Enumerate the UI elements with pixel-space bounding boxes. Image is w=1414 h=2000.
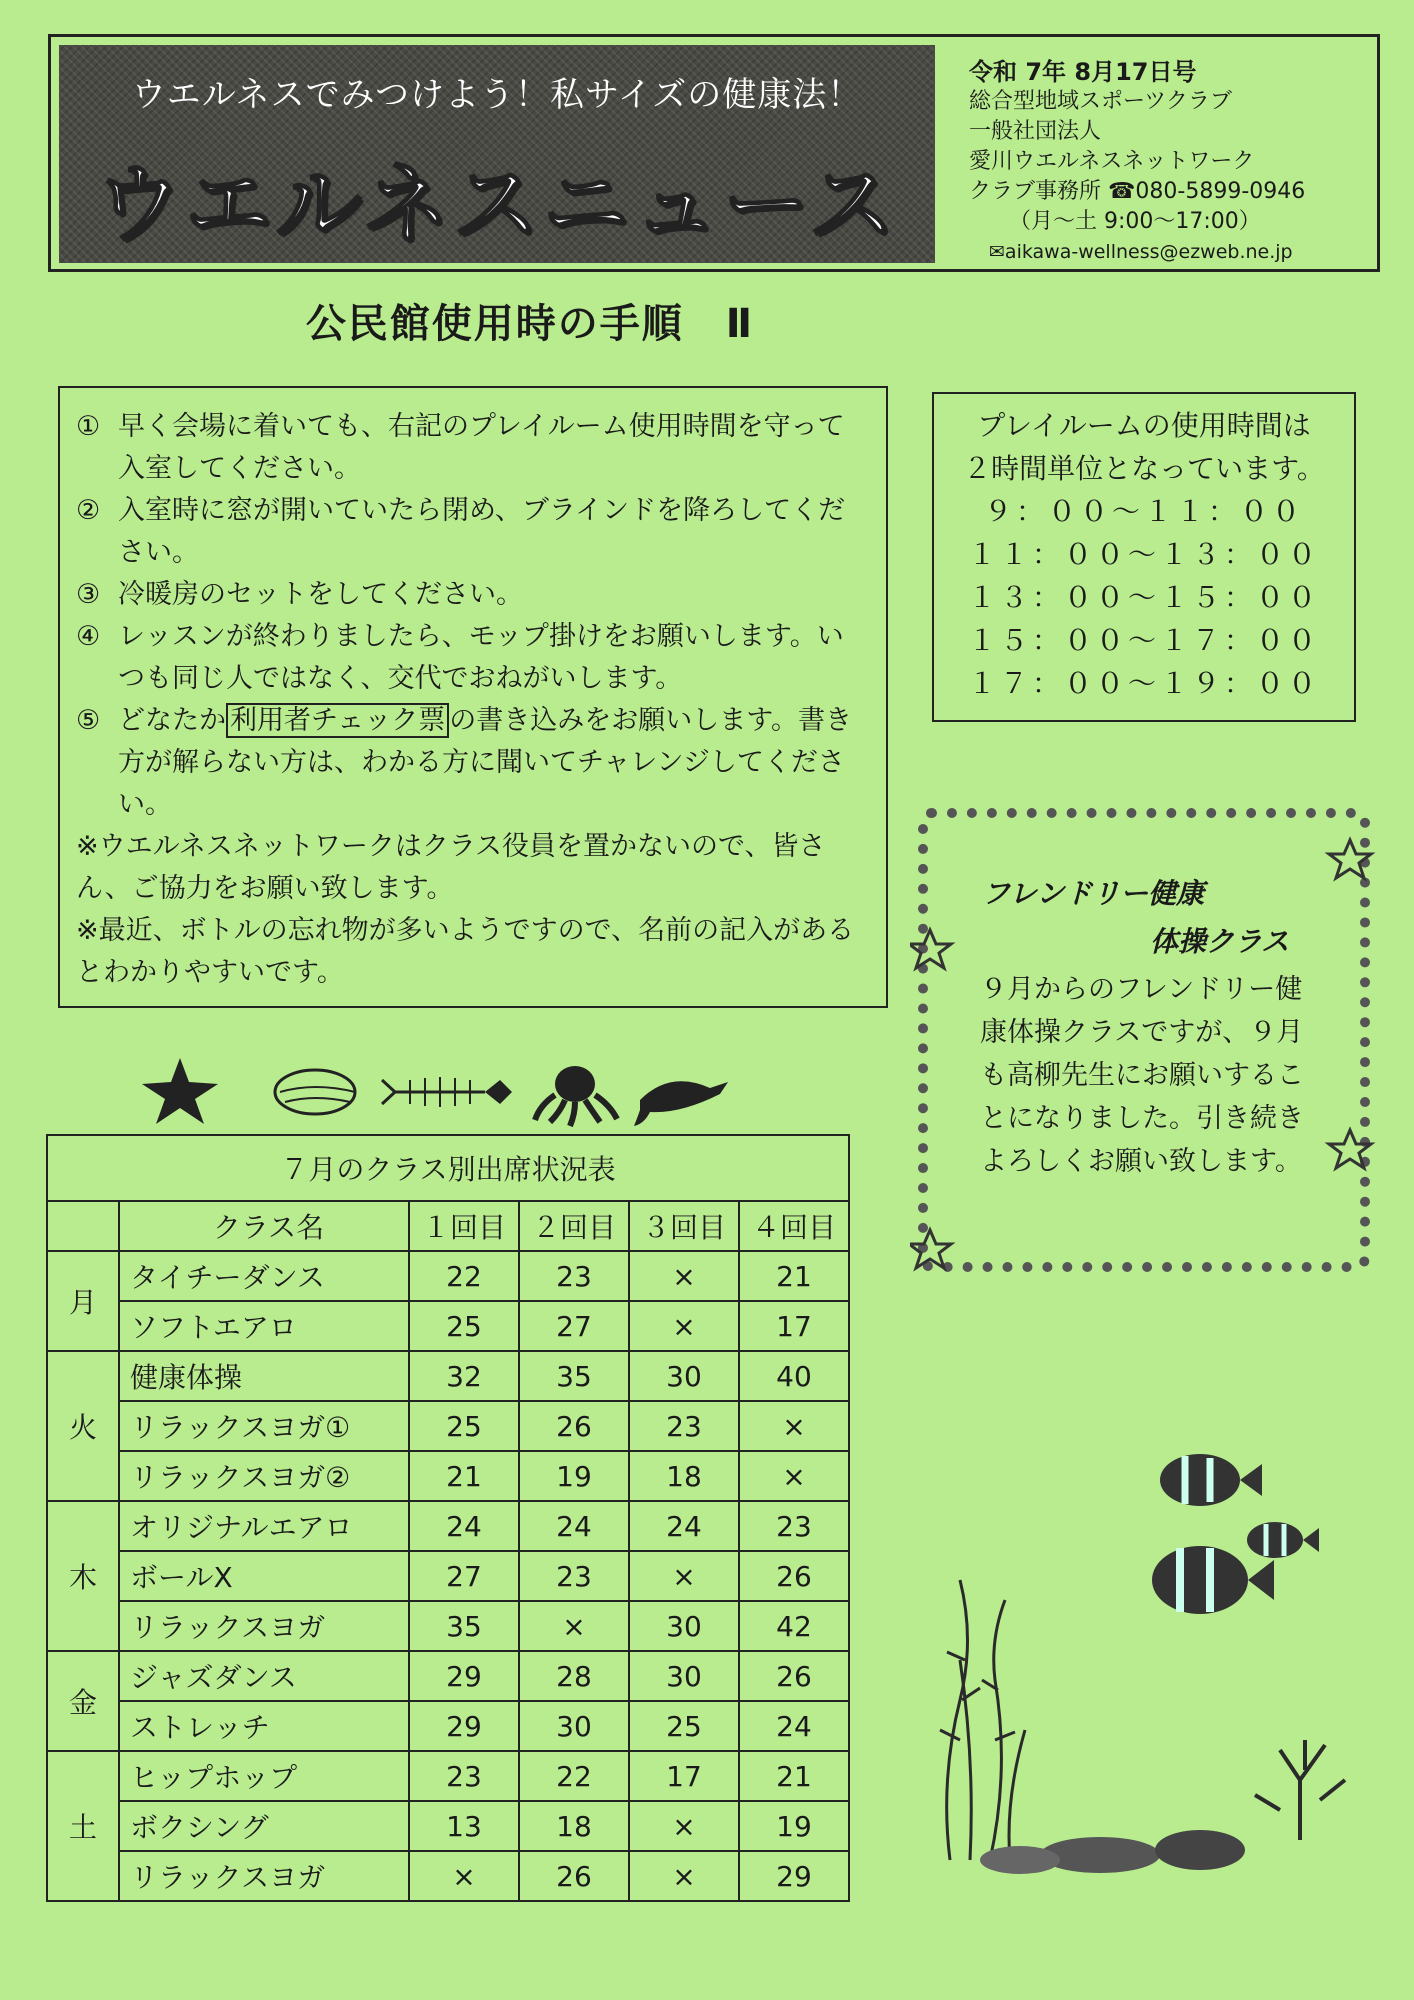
attendance-cell: 27: [409, 1551, 519, 1601]
office-phone: クラブ事務所 ☎080-5899-0946: [969, 179, 1306, 204]
column-header: １回目: [409, 1201, 519, 1251]
rule-text: [118, 700, 870, 826]
attendance-cell: 28: [519, 1651, 629, 1701]
rule-number: ⑤: [76, 705, 101, 736]
class-name: リラックスヨガ: [119, 1851, 409, 1901]
time-slot: １７：００～１９：００: [967, 667, 1320, 700]
attendance-cell: 21: [739, 1251, 849, 1301]
column-header: ４回目: [739, 1201, 849, 1251]
column-header: クラス名: [119, 1201, 409, 1251]
class-name: タイチーダンス: [119, 1251, 409, 1301]
title-banner: [59, 45, 935, 263]
table-row: [47, 1501, 849, 1551]
fish-bone-icon: [382, 1077, 512, 1107]
table-row: [47, 1551, 849, 1601]
attendance-cell: ×: [739, 1401, 849, 1451]
attendance-cell: 19: [739, 1801, 849, 1851]
org-line-1: 総合型地域スポーツクラブ: [969, 89, 1232, 114]
tagline: ウエルネスでみつけよう！私サイズの健康法！: [131, 75, 863, 115]
table-row: [47, 1301, 849, 1351]
playroom-line-1: プレイルームの使用時間は: [977, 409, 1311, 442]
attendance-cell: 22: [409, 1251, 519, 1301]
attendance-cell: 24: [629, 1501, 739, 1551]
class-name: ジャズダンス: [119, 1651, 409, 1701]
class-name: 健康体操: [119, 1351, 409, 1401]
attendance-cell: 26: [519, 1851, 629, 1901]
attendance-cell: 26: [519, 1401, 629, 1451]
attendance-cell: ×: [739, 1451, 849, 1501]
rule-item: [76, 700, 870, 826]
attendance-cell: 32: [409, 1351, 519, 1401]
attendance-cell: ×: [629, 1801, 739, 1851]
issue-date: 令和 7年 8月17日号: [969, 58, 1197, 86]
class-name: リラックスヨガ①: [119, 1401, 409, 1451]
friendly-title-1: フレンドリー健康: [982, 877, 1205, 910]
aquarium-illustration: [900, 1440, 1370, 1880]
class-name: リラックスヨガ: [119, 1601, 409, 1651]
attendance-cell: 21: [409, 1451, 519, 1501]
note-officers: ※ウエルネスネットワークはクラス役員を置かないので、皆さん、ご協力をお願い致します。: [76, 831, 826, 904]
rule-number: ②: [76, 495, 101, 526]
attendance-cell: 29: [409, 1651, 519, 1701]
table-row: [47, 1351, 849, 1401]
clownfish-icon: [1160, 1454, 1262, 1506]
class-name: ボールⅩ: [119, 1551, 409, 1601]
note-bottles: ※最近、ボトルの忘れ物が多いようですので、名前の記入があるとわかりやすいです。: [76, 915, 855, 988]
attendance-cell: 23: [519, 1551, 629, 1601]
clownfish-icon: [1247, 1522, 1319, 1558]
sea-icon-row: [140, 1050, 740, 1130]
rule-item: [76, 616, 870, 700]
friendly-title-2: 体操クラス: [1150, 925, 1290, 958]
attendance-cell: 25: [409, 1401, 519, 1451]
day-cell: 火: [47, 1351, 119, 1501]
attendance-cell: 35: [409, 1601, 519, 1651]
attendance-cell: 24: [409, 1501, 519, 1551]
attendance-cell: 18: [519, 1801, 629, 1851]
time-slot: １１：００～１３：００: [967, 538, 1320, 571]
org-name: 愛川ウエルネスネットワーク: [969, 149, 1255, 174]
class-name: ソフトエアロ: [119, 1301, 409, 1351]
attendance-cell: 27: [519, 1301, 629, 1351]
attendance-cell: 23: [739, 1501, 849, 1551]
column-header: ２回目: [519, 1201, 629, 1251]
attendance-cell: 22: [519, 1751, 629, 1801]
attendance-cell: 23: [629, 1401, 739, 1451]
attendance-cell: 30: [629, 1601, 739, 1651]
seaweed-icon: [940, 1580, 1025, 1860]
table-row: [47, 1701, 849, 1751]
office-hours: （月～土 9:00～17:00）: [1009, 209, 1261, 234]
header-info: [969, 57, 1305, 267]
friendly-class-notice: [910, 800, 1378, 1280]
rule-text-after: の書き込みをお願いします。書き方が解らない方は、わかる方に聞いてチャレンジしてください。: [118, 705, 853, 820]
attendance-cell: ×: [629, 1301, 739, 1351]
table-row: [47, 1801, 849, 1851]
table-row: [47, 1401, 849, 1451]
attendance-cell: 17: [629, 1751, 739, 1801]
rule-text: 早く会場に着いても、右記のプレイルーム使用時間を守って入室してください。: [118, 411, 845, 484]
attendance-cell: 23: [409, 1751, 519, 1801]
attendance-cell: 21: [739, 1751, 849, 1801]
time-slot: ９：００～１１：００: [983, 495, 1304, 528]
attendance-cell: 19: [519, 1451, 629, 1501]
attendance-cell: 29: [739, 1851, 849, 1901]
rule-number: ③: [76, 579, 101, 610]
attendance-cell: 40: [739, 1351, 849, 1401]
table-row: [47, 1451, 849, 1501]
attendance-cell: 23: [519, 1251, 629, 1301]
table-row: [47, 1651, 849, 1701]
attendance-cell: 35: [519, 1351, 629, 1401]
rule-text: 入室時に窓が開いていたら閉め、ブラインドを降ろしてください。: [118, 495, 846, 568]
class-name: リラックスヨガ②: [119, 1451, 409, 1501]
rocks-icon: [980, 1830, 1245, 1874]
attendance-cell: 25: [629, 1701, 739, 1751]
attendance-table: [46, 1134, 850, 1902]
clownfish-icon: [1152, 1546, 1274, 1614]
rule-text: レッスンが終わりましたら、モップ掛けをお願いします。いつも同じ人ではなく、交代でおねがいします。: [118, 621, 844, 694]
attendance-cell: 25: [409, 1301, 519, 1351]
attendance-cell: 13: [409, 1801, 519, 1851]
day-cell: 金: [47, 1651, 119, 1751]
class-name: ヒップホップ: [119, 1751, 409, 1801]
attendance-cell: 24: [519, 1501, 629, 1551]
newsletter-title: ウエルネスニュース: [95, 155, 899, 255]
playroom-line-2: ２時間単位となっています。: [963, 452, 1325, 485]
table-row: [47, 1601, 849, 1651]
time-slot: １３：００～１５：００: [967, 581, 1320, 614]
starfish-icon: [142, 1058, 218, 1124]
table-row: [47, 1851, 849, 1901]
time-slot: １５：００～１７：００: [967, 624, 1320, 657]
class-name: ボクシング: [119, 1801, 409, 1851]
playroom-hours-box: [932, 392, 1356, 722]
attendance-cell: ×: [629, 1551, 739, 1601]
section-title: 公民館使用時の手順 Ⅱ: [305, 301, 755, 347]
rule-text-before: どなたか: [118, 705, 226, 736]
attendance-cell: 30: [519, 1701, 629, 1751]
day-cell: 月: [47, 1251, 119, 1351]
friendly-body: ９月からのフレンドリー健康体操クラスですが、９月も高柳先生にお願いすることになりました。引き続きよろしくお願い致します。: [980, 974, 1304, 1177]
rule-text: 冷暖房のセットをしてください。: [118, 579, 523, 610]
attendance-cell: ×: [409, 1851, 519, 1901]
attendance-cell: 17: [739, 1301, 849, 1351]
dolphin-icon: [634, 1081, 728, 1126]
class-name: ストレッチ: [119, 1701, 409, 1751]
attendance-cell: 18: [629, 1451, 739, 1501]
procedure-box: [58, 386, 888, 1008]
rule-item: [76, 490, 870, 574]
attendance-cell: 30: [629, 1651, 739, 1701]
coral-icon: [1255, 1740, 1345, 1840]
attendance-cell: ×: [629, 1251, 739, 1301]
table-row: [47, 1751, 849, 1801]
check-sheet-label: 利用者チェック票: [226, 703, 449, 738]
attendance-cell: ×: [629, 1851, 739, 1901]
class-name: オリジナルエアロ: [119, 1501, 409, 1551]
column-header: ３回目: [629, 1201, 739, 1251]
day-cell: 木: [47, 1501, 119, 1651]
shell-icon: [275, 1070, 355, 1114]
attendance-cell: 26: [739, 1551, 849, 1601]
newsletter-header: [48, 34, 1380, 272]
rule-number: ①: [76, 411, 101, 442]
attendance-cell: 26: [739, 1651, 849, 1701]
rule-number: ④: [76, 621, 101, 652]
attendance-cell: 42: [739, 1601, 849, 1651]
day-header: [47, 1201, 119, 1251]
attendance-cell: 29: [409, 1701, 519, 1751]
attendance-cell: ×: [519, 1601, 629, 1651]
rule-item: [76, 406, 870, 490]
table-row: [47, 1251, 849, 1301]
rule-item: [76, 574, 870, 616]
org-line-2: 一般社団法人: [969, 119, 1102, 144]
table-caption: ７月のクラス別出席状況表: [47, 1135, 849, 1201]
day-cell: 土: [47, 1751, 119, 1901]
attendance-cell: 24: [739, 1701, 849, 1751]
attendance-cell: 30: [629, 1351, 739, 1401]
octopus-icon: [535, 1066, 617, 1126]
email-address: ✉aikawa-wellness@ezweb.ne.jp: [989, 241, 1293, 263]
